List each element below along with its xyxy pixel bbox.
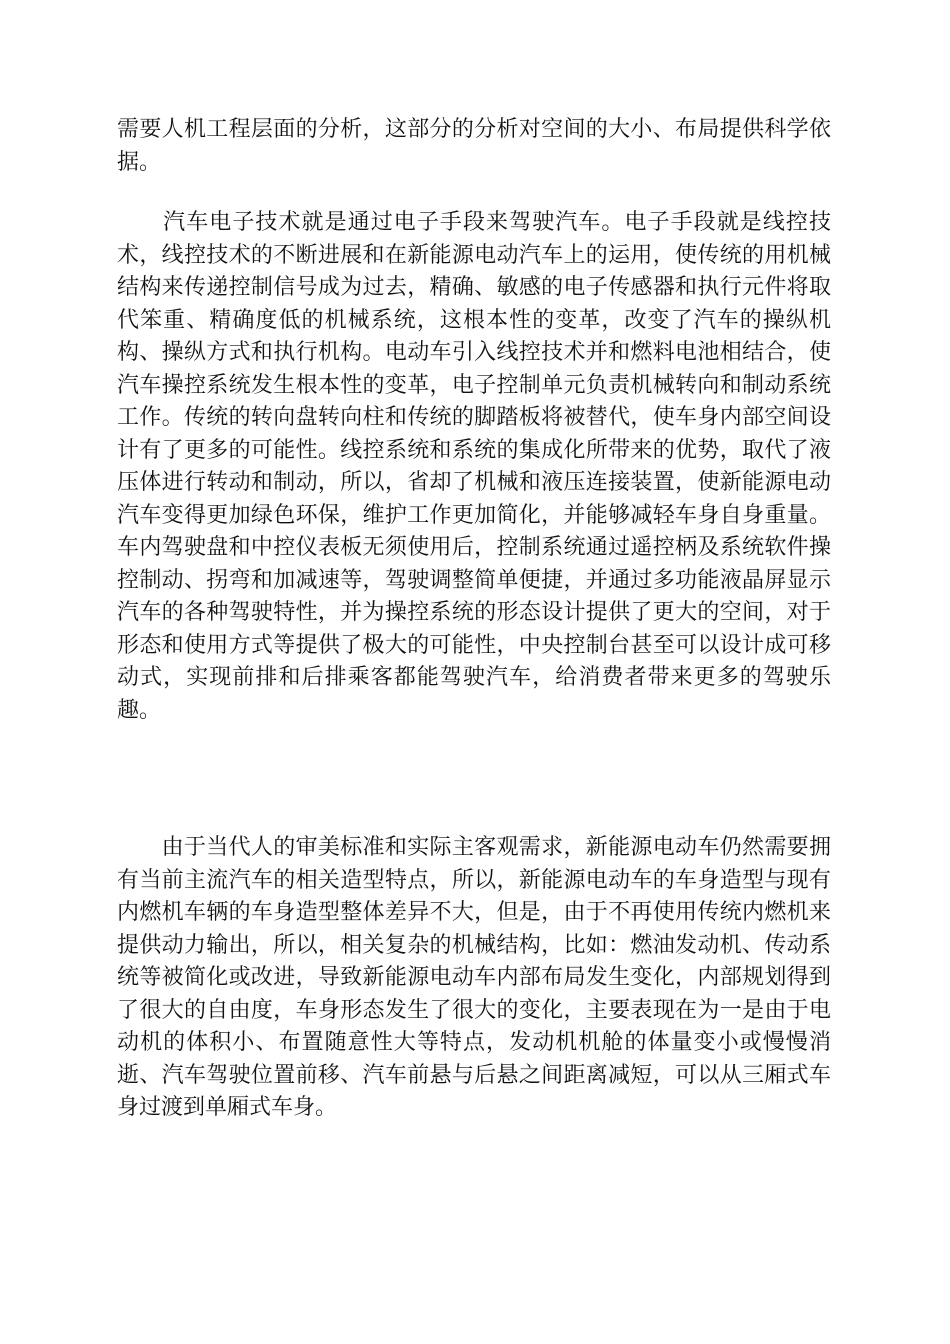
text-line: 有当前主流汽车的相关造型特点，所以，新能源电动车的车身造型与现有 (117, 867, 831, 893)
text-line: 内燃机车辆的车身造型整体差异不大，但是，由于不再使用传统内燃机来 (117, 900, 831, 925)
text-line: 动机的体积小、布置随意性大等特点，发动机机舱的体量变小或慢慢消 (117, 1030, 831, 1055)
text-line: 车内驾驶盘和中控仪表板无须使用后，控制系统通过遥控柄及系统软件操 (117, 535, 831, 560)
text-line: 汽车变得更加绿色环保，维护工作更加简化，并能够减轻车身自身重量。 (117, 502, 831, 528)
text-line: 构、操纵方式和执行机构。电动车引入线控技术并和燃料电池相结合，使 (117, 340, 831, 365)
text-line: 统等被简化或改进，导致新能源电动车内部布局发生变化，内部规划得到 (117, 965, 831, 990)
text-line: 形态和使用方式等提供了极大的可能性，中央控制台甚至可以设计成可移 (117, 632, 831, 658)
paragraph-1 (117, 114, 831, 179)
text-line: 身过渡到单厢式车身。 (117, 1095, 338, 1120)
text-line: 提供动力输出，所以，相关复杂的机械结构，比如：燃油发动机、传动系 (117, 932, 831, 958)
text-line: 工作。传统的转向盘转向柱和传统的脚踏板将被替代，使车身内部空间设 (117, 405, 831, 430)
text-line: 动式，实现前排和后排乘客都能驾驶汽车，给消费者带来更多的驾驶乐 (117, 665, 831, 690)
text-line: 压体进行转动和制动，所以，省却了机械和液压连接装置，使新能源电动 (117, 470, 831, 495)
text-line: 趣。 (117, 697, 162, 723)
text-line: 代笨重、精确度低的机械系统，这根本性的变革，改变了汽车的操纵机 (117, 307, 831, 333)
text-line: 汽车的各种驾驶特性，并为操控系统的形态设计提供了更大的空间，对于 (117, 600, 831, 625)
text-line: 汽车电子技术就是通过电子手段来驾驶汽车。电子手段就是线控技 (117, 210, 831, 235)
text-line: 汽车操控系统发生根本性的变革，电子控制单元负责机械转向和制动系统 (117, 372, 831, 398)
text-line: 了很大的自由度，车身形态发生了很大的变化，主要表现在为一是由于电 (117, 997, 831, 1023)
text-line: 计有了更多的可能性。线控系统和系统的集成化所带来的优势，取代了液 (117, 437, 831, 463)
text-line: 需要人机工程层面的分析，这部分的分析对空间的大小、布局提供科学依 (117, 117, 831, 142)
text-line: 结构来传递控制信号成为过去，精确、敏感的电子传感器和执行元件将取 (117, 275, 831, 300)
paragraph-3 (117, 832, 831, 1125)
text-line: 由于当代人的审美标准和实际主客观需求，新能源电动车仍然需要拥 (117, 835, 831, 860)
text-line: 逝、汽车驾驶位置前移、汽车前悬与后悬之间距离减短，可以从三厢式车 (117, 1062, 831, 1088)
text-line: 据。 (117, 149, 162, 175)
text-line: 术，线控技术的不断进展和在新能源电动汽车上的运用，使传统的用机械 (117, 242, 831, 268)
paragraph-2 (117, 207, 831, 727)
text-line: 控制动、拐弯和加减速等，驾驶调整简单便捷，并通过多功能液晶屏显示 (117, 567, 831, 593)
